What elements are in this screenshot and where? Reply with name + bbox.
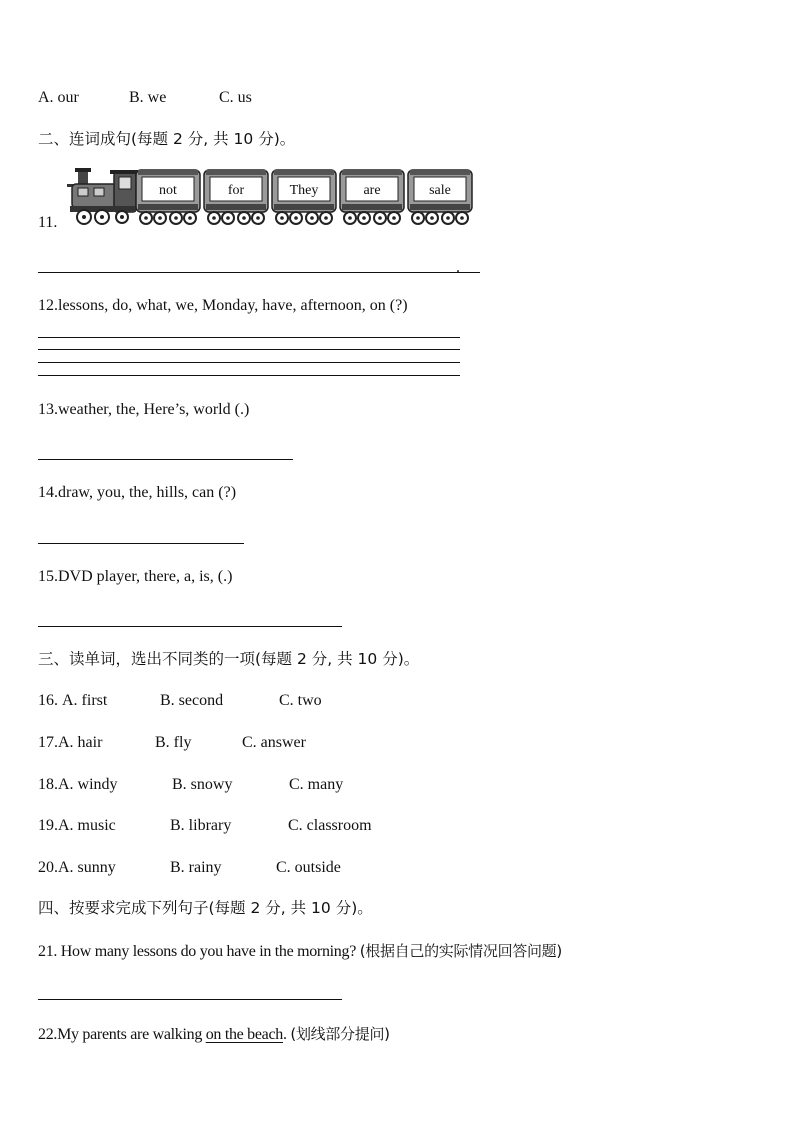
q19-option-c: C. classroom bbox=[288, 817, 372, 834]
q21-row bbox=[38, 941, 562, 962]
q13-answer-line[interactable] bbox=[38, 459, 293, 460]
q12-answer-line-4[interactable] bbox=[38, 375, 460, 376]
q19-option-b: B. library bbox=[170, 817, 232, 834]
train-car-word: not bbox=[159, 183, 177, 198]
q22-number: 22 bbox=[38, 1026, 54, 1043]
train-car bbox=[136, 170, 200, 224]
locomotive-icon bbox=[67, 168, 140, 224]
q22-text-after: . bbox=[282, 1026, 291, 1043]
q19-number: 19. bbox=[38, 817, 58, 834]
q20-option-c: C. outside bbox=[276, 859, 341, 876]
section-4-heading: 四、按要求完成下列句子(每题 2 分, 共 10 分)。 bbox=[38, 899, 373, 917]
q16-option-a: A. first bbox=[62, 692, 108, 709]
train-car bbox=[340, 170, 404, 224]
q17-option-b: B. fly bbox=[155, 734, 192, 751]
train-picture bbox=[64, 166, 474, 228]
q18-option-b: B. snowy bbox=[172, 776, 233, 793]
q20-number: 20. bbox=[38, 859, 58, 876]
q12-answer-line-2[interactable] bbox=[38, 349, 460, 350]
q22-row bbox=[38, 1024, 390, 1045]
q18-option-c: C. many bbox=[289, 776, 344, 793]
option-c: C. us bbox=[219, 89, 252, 106]
q15-text: 15.DVD player, there, a, is, (.) bbox=[38, 568, 233, 585]
q11-end-mark: . bbox=[456, 259, 460, 276]
q18-row bbox=[38, 775, 343, 795]
option-b: B. we bbox=[129, 89, 167, 106]
q16-row bbox=[38, 691, 322, 711]
q21-number: 21 bbox=[38, 943, 54, 960]
train-car-word: sale bbox=[429, 183, 451, 198]
q14-text: 14.draw, you, the, hills, can (?) bbox=[38, 484, 237, 501]
q22-hint: (划线部分提问) bbox=[290, 1025, 390, 1043]
section-2-heading: 二、连词成句(每题 2 分, 共 10 分)。 bbox=[38, 130, 296, 148]
q13-text: 13.weather, the, Here’s, world (.) bbox=[38, 401, 250, 418]
train-car-word: are bbox=[363, 183, 381, 198]
q20-option-b: B. rainy bbox=[170, 859, 222, 876]
q12-text: 12.lessons, do, what, we, Monday, have, afternoon, on (?) bbox=[38, 297, 408, 314]
q11-number: 11. bbox=[38, 214, 58, 231]
q11-answer-line[interactable] bbox=[38, 272, 480, 273]
q12-answer-line-1[interactable] bbox=[38, 337, 460, 338]
q14-answer-line[interactable] bbox=[38, 543, 244, 544]
train-car bbox=[408, 170, 472, 224]
q17-row bbox=[38, 733, 306, 753]
q16-option-b: B. second bbox=[160, 692, 224, 709]
options-row bbox=[38, 88, 252, 108]
q21-text: . How many lessons do you have in the morning? bbox=[53, 943, 360, 960]
q22-underlined-phrase: on the beach bbox=[205, 1026, 283, 1043]
train-car-word: for bbox=[227, 183, 245, 198]
option-a: A. our bbox=[38, 89, 79, 106]
q21-answer-line[interactable] bbox=[38, 999, 342, 1000]
train-car-word: They bbox=[289, 183, 319, 198]
q17-option-a: A. hair bbox=[58, 734, 103, 751]
train-car bbox=[204, 170, 268, 224]
q12-answer-line-3[interactable] bbox=[38, 362, 460, 363]
q21-hint: (根据自己的实际情况回答问题) bbox=[359, 942, 562, 960]
q18-option-a: A. windy bbox=[58, 776, 118, 793]
q20-option-a: A. sunny bbox=[58, 859, 116, 876]
q16-option-c: C. two bbox=[279, 692, 322, 709]
q17-option-c: C. answer bbox=[242, 734, 306, 751]
train-car bbox=[272, 170, 336, 224]
q19-option-a: A. music bbox=[58, 817, 116, 834]
q15-answer-line[interactable] bbox=[38, 626, 342, 627]
q18-number: 18. bbox=[38, 776, 58, 793]
q19-row bbox=[38, 816, 372, 836]
section-3-heading: 三、读单词，选出不同类的一项(每题 2 分, 共 10 分)。 bbox=[38, 650, 420, 668]
q16-number: 16. bbox=[38, 692, 62, 709]
q22-text-before: .My parents are walking bbox=[53, 1026, 206, 1043]
q17-number: 17. bbox=[38, 734, 58, 751]
q20-row bbox=[38, 858, 341, 878]
